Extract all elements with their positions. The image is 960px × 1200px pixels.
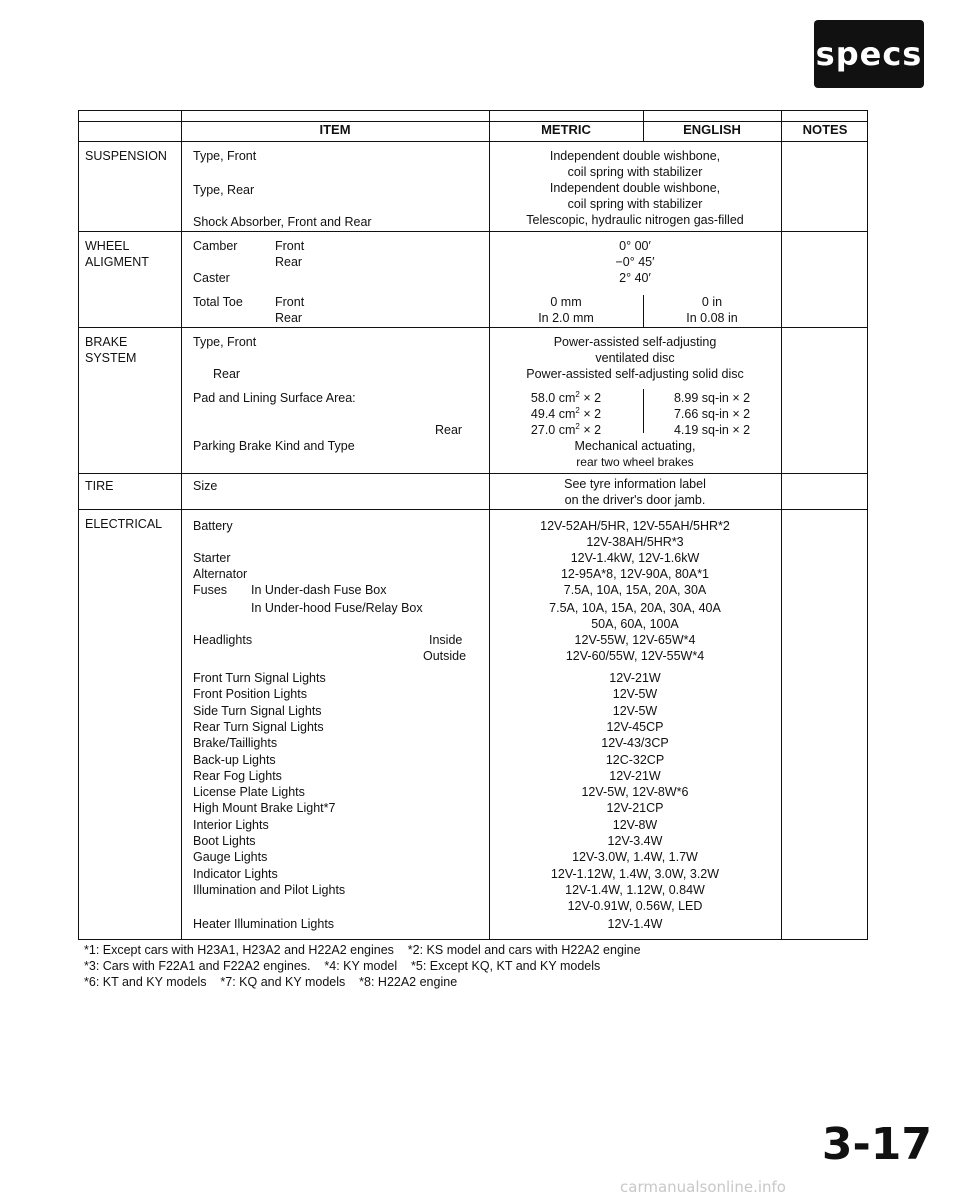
category-wheel: WHEEL [85, 239, 130, 253]
col-divider [781, 111, 782, 939]
light-item-label: Back-up Lights [193, 752, 276, 767]
value-text: 7.5A, 10A, 15A, 20A, 30A [563, 583, 707, 597]
category-electrical: ELECTRICAL [85, 517, 163, 531]
col-divider [181, 111, 182, 939]
value-text: Power-assisted self-adjusting solid disc [526, 367, 744, 381]
value-english: 7.66 sq-in × 2 [673, 407, 751, 421]
category-system: SYSTEM [85, 351, 137, 365]
item-sub-label: Rear [213, 367, 241, 381]
page-number: 3-17 [821, 1119, 932, 1170]
item-label: Type, Front [193, 149, 257, 163]
value-metric: 0 mm [550, 295, 582, 309]
value-metric [489, 391, 643, 405]
header-metric: METRIC [541, 122, 591, 137]
header-notes: NOTES [802, 122, 848, 137]
value-text: ventilated disc [595, 351, 675, 365]
light-item-label: Rear Turn Signal Lights [193, 719, 324, 734]
light-item-label: Illumination and Pilot Lights [193, 882, 346, 897]
section-badge [814, 20, 924, 88]
light-item-value: 12V-0.91W, 0.56W, LED [567, 899, 703, 914]
pad-metric-multiplier: × 2 [583, 391, 602, 405]
value-english: 4.19 sq-in × 2 [673, 423, 751, 437]
light-item-value: 12V-3.4W [607, 834, 663, 848]
item-label: Size [193, 479, 218, 493]
value-text: on the driver's door jamb. [564, 493, 706, 507]
light-item-value: 12V-21W [609, 671, 661, 685]
specs-table [78, 110, 868, 940]
light-item-value: 12V-8W [612, 817, 658, 832]
light-item-value: 12V-5W [612, 687, 658, 702]
item-sub-label: Rear [275, 311, 303, 325]
item-sub-label: Rear [435, 423, 463, 437]
value-text: 12V-1.4W [607, 917, 663, 931]
light-item-label: Rear Fog Lights [193, 768, 282, 783]
item-label: Alternator [193, 567, 248, 581]
item-sub-label: In Under-hood Fuse/Relay Box [251, 601, 423, 615]
value-text: Mechanical actuating, [574, 439, 696, 453]
item-sub-label: Rear [275, 255, 303, 269]
row-divider [79, 121, 867, 122]
row-divider [79, 141, 867, 142]
value-metric: In 2.0 mm [538, 311, 594, 325]
value-text: Telescopic, hydraulic nitrogen gas-filled [526, 213, 744, 227]
item-label: Starter [193, 551, 231, 565]
light-item-label: Indicator Lights [193, 866, 278, 881]
light-item-label: License Plate Lights [193, 785, 305, 800]
value-text: 12-95A*8, 12V-90A, 80A*1 [560, 567, 710, 581]
light-item-label: Side Turn Signal Lights [193, 703, 322, 718]
light-item-label: Front Turn Signal Lights [193, 671, 326, 685]
value-metric [489, 407, 643, 421]
pad-metric-multiplier: × 2 [583, 407, 602, 421]
light-item-value: 12V-3.0W, 1.4W, 1.7W [572, 850, 698, 865]
value-text: coil spring with stabilizer [567, 165, 703, 179]
value-text: 50A, 60A, 100A [591, 617, 679, 631]
value-text: 12V-38AH/5HR*3 [586, 535, 684, 549]
item-label: Parking Brake Kind and Type [193, 439, 355, 453]
item-label: Fuses [193, 583, 228, 597]
category-brake: BRAKE [85, 335, 128, 349]
item-sub-label: Front [275, 295, 305, 309]
value-english: 0 in [701, 295, 723, 309]
item-label: Caster [193, 271, 230, 285]
light-item-label: Brake/Taillights [193, 736, 278, 751]
row-divider [79, 473, 867, 474]
value-metric [489, 423, 643, 437]
badge-label: specs [815, 35, 923, 73]
watermark: carmanualsonline.info [620, 1178, 786, 1196]
row-divider [79, 509, 867, 510]
item-sub-label: In Under-dash Fuse Box [251, 583, 387, 597]
pad-metric-value: 49.4 cm [530, 407, 576, 421]
footnote-line: *1: Except cars with H23A1, H23A2 and H22A2 engines *2: KS model and cars with H22A2 engine [84, 943, 641, 957]
row-divider [79, 231, 867, 232]
light-item-value: 12C-32CP [605, 752, 665, 767]
light-item-value: 12V-21W [609, 768, 661, 783]
light-item-label: Boot Lights [193, 834, 256, 848]
unit-exponent: 2 [575, 421, 580, 431]
item-label: Type, Rear [193, 183, 255, 197]
light-item-value: 12V-1.4W, 1.12W, 0.84W [565, 882, 705, 897]
light-item-value: 12V-5W, 12V-8W*6 [581, 785, 689, 800]
unit-exponent: 2 [575, 405, 580, 415]
value-english: In 0.08 in [686, 311, 738, 325]
footnotes [84, 942, 884, 990]
value-english: 8.99 sq-in × 2 [673, 391, 751, 405]
header-item: ITEM [319, 122, 351, 137]
value-text: coil spring with stabilizer [567, 197, 703, 211]
item-label: Camber [193, 239, 238, 253]
value-text: 0° 00′ [619, 239, 651, 253]
category-alignment: ALIGMENT [85, 255, 149, 269]
value-text: 12V-60/55W, 12V-55W*4 [565, 649, 705, 663]
light-item-label: Interior Lights [193, 817, 269, 832]
light-item-value: 12V-1.12W, 1.4W, 3.0W, 3.2W [550, 866, 720, 881]
value-text: rear two wheel brakes [576, 455, 694, 469]
item-label: Shock Absorber, Front and Rear [193, 215, 372, 229]
light-item-label: High Mount Brake Light*7 [193, 801, 336, 816]
light-item-label: Gauge Lights [193, 850, 268, 865]
light-item-value: 12V-43/3CP [601, 736, 669, 751]
category-tire: TIRE [85, 479, 114, 493]
value-text: 12V-52AH/5HR, 12V-55AH/5HR*2 [540, 519, 730, 533]
item-label: Headlights [193, 633, 253, 647]
item-label: Pad and Lining Surface Area: [193, 391, 356, 405]
value-text: −0° 45′ [615, 255, 655, 269]
footnote-line: *6: KT and KY models *7: KQ and KY models *8: H22A2 engine [84, 975, 458, 989]
item-sub-label: Front [275, 239, 305, 253]
item-label: Battery [193, 519, 233, 533]
value-text: Independent double wishbone, [549, 181, 721, 195]
header-english: ENGLISH [683, 122, 741, 137]
row-divider [79, 327, 867, 328]
pad-metric-value: 58.0 cm [530, 391, 576, 405]
light-item-value: 12V-45CP [606, 719, 664, 734]
light-item-label: Front Position Lights [193, 687, 307, 702]
pad-metric-multiplier: × 2 [583, 423, 602, 437]
value-text: 12V-55W, 12V-65W*4 [574, 633, 696, 647]
item-label: Heater Illumination Lights [193, 917, 335, 931]
light-item-value: 12V-21CP [606, 801, 664, 816]
item-label: Total Toe [193, 295, 243, 309]
value-text: 7.5A, 10A, 15A, 20A, 30A, 40A [549, 601, 721, 615]
item-sub-label: Inside [429, 633, 463, 647]
item-sub-label: Outside [423, 649, 467, 663]
value-text: Power-assisted self-adjusting [553, 335, 717, 349]
category-suspension: SUSPENSION [85, 149, 167, 163]
value-text: Independent double wishbone, [549, 149, 721, 163]
unit-exponent: 2 [575, 389, 580, 399]
pad-metric-value: 27.0 cm [530, 423, 576, 437]
value-text: 12V-1.4kW, 12V-1.6kW [570, 551, 700, 565]
item-label: Type, Front [193, 335, 257, 349]
footnote-line: *3: Cars with F22A1 and F22A2 engines. *4: KY model *5: Except KQ, KT and KY models [84, 959, 601, 973]
value-text: 2° 40′ [619, 271, 651, 285]
value-text: See tyre information label [564, 477, 706, 491]
light-item-value: 12V-5W [612, 703, 658, 718]
